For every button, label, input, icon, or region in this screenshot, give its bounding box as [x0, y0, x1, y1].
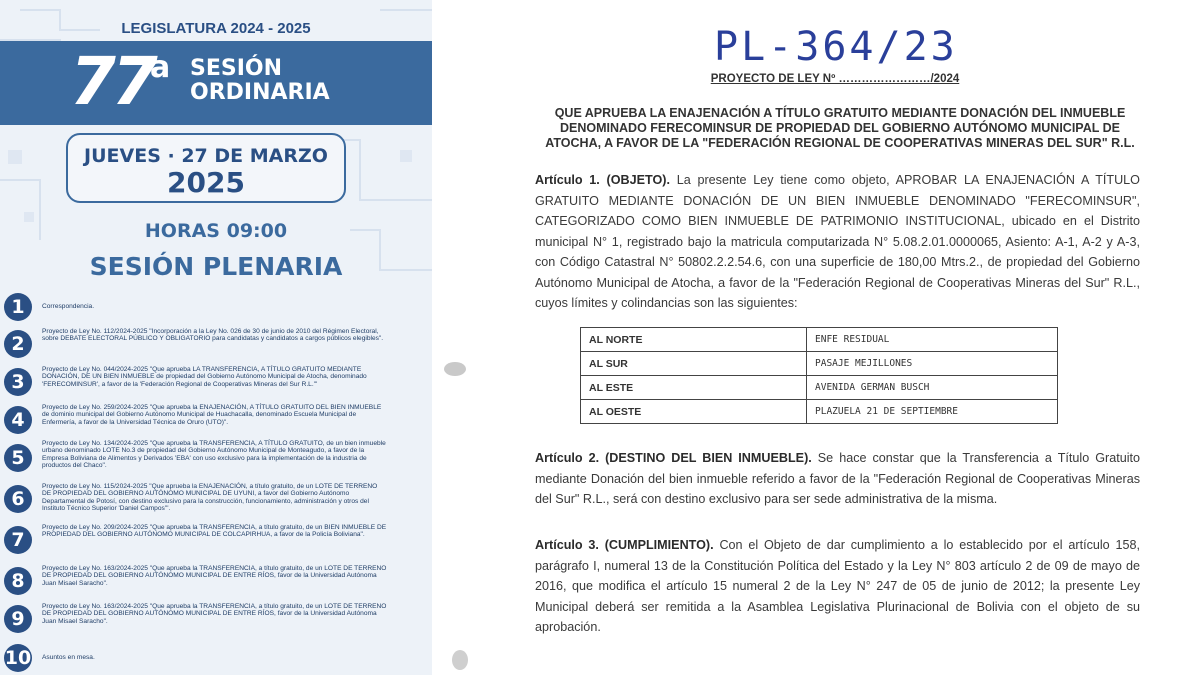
table-row — [581, 400, 1058, 424]
session-hours: HORAS 09:00 — [144, 220, 288, 242]
item-number-badge: 1 — [4, 293, 32, 321]
boundaries-table — [580, 327, 1058, 424]
item-text: Correspondencia. — [42, 303, 95, 310]
item-text: Proyecto de Ley No. 134/2024-2025 "Que aprueba la TRANSFERENCIA, A TÍTULO GRATUITO, de un bien inmueble urbano denominado LOTE No.3 de propiedad del Gobierno Autónomo Municipal de Monteagudo, a favor de la Empresa Boliviana de Alimentos y Derivados 'EBA' con uso exclusivo para la implementación de la industria de productos del Chaco". — [42, 440, 386, 470]
agenda-item — [0, 440, 432, 478]
article-1 — [535, 170, 1140, 314]
item-number-badge: 9 — [4, 605, 32, 633]
item-text: Proyecto de Ley No. 044/2024-2025 "Que aprueba LA TRANSFERENCIA, A TÍTULO GRATUITO MEDIANTE DONACIÓN, DE UN BIEN INMUEBLE de propiedad del Gobierno Autónomo Municipal de Atocha, denominado 'FERECOMINSUR', a favor de la 'Federación Regional de Cooperativas Mineras del Sur R.L.'" — [42, 366, 367, 388]
table-row — [581, 352, 1058, 376]
item-number-badge: 5 — [4, 444, 32, 472]
article-2-body: Se hace constar que la Transferencia a Título Gratuito mediante Donación del bien inmueble referido a favor de la "Federación Regional de Cooperativas Mineras del Sur" R.L., será con destino exclusivo para ser sede administrativa de la misma. — [535, 451, 1140, 506]
agenda-item — [0, 565, 432, 603]
agenda-item — [0, 366, 432, 404]
item-number-badge: 8 — [4, 567, 32, 595]
article-1-heading: Artículo 1. (OBJETO). — [535, 173, 670, 187]
item-number-badge: 3 — [4, 368, 32, 396]
document-stamp: PL-364/23 — [714, 24, 958, 70]
boundary-value: ENFE RESIDUAL — [807, 328, 1058, 352]
boundary-side: AL ESTE — [581, 376, 807, 400]
item-text: Proyecto de Ley No. 163/2024-2025 "Que aprueba la TRANSFERENCIA, a título gratuito, de un LOTE DE TERRENO DE PROPIEDAD DEL GOBIERNO AUTÓNOMO MUNICIPAL DE ENTRE RÍOS, favor de la Universidad Autónoma Juan Misael Saracho". — [42, 565, 387, 587]
article-3-body: Con el Objeto de dar cumplimiento a lo establecido por el artículo 158, parágrafo I, numeral 13 de la Constitución Política del Estado y la Ley N° 803 artículo 2 de 09 de mayo de 2016, que modifica el artículo 15 numeral 2 de la Ley N° 247 de 05 de junio de 2012; la presente Ley Municipal deberá ser remitida a la Asamblea Legislativa Plurinacional de Bolivia con el objeto de su aprobación. — [535, 538, 1140, 634]
boundary-value: AVENIDA GERMAN BUSCH — [807, 376, 1058, 400]
session-ordinal-suffix: a — [150, 50, 171, 85]
session-day-date: JUEVES · 27 DE MARZO — [84, 145, 328, 167]
item-number-badge: 10 — [4, 644, 32, 672]
boundary-value: PLAZUELA 21 DE SEPTIEMBRE — [807, 400, 1058, 424]
item-number-badge: 6 — [4, 485, 32, 513]
article-2 — [535, 448, 1140, 510]
bill-title: QUE APRUEBA LA ENAJENACIÓN A TÍTULO GRATUITO MEDIANTE DONACIÓN DEL INMUEBLE DENOMINADO FERECOMINSUR DE PROPIEDAD DEL GOBIERNO AUTÓNOMO MUNICIPAL DE ATOCHA, A FAVOR DE LA "FEDERACIÓN REGIONAL DE COOPERATIVAS MINERAS DEL SUR" R.L. — [545, 106, 1135, 150]
session-kind: SESIÓN PLENARIA — [89, 252, 343, 281]
agenda-item — [0, 603, 432, 641]
boundary-value: PASAJE MEJILLONES — [807, 352, 1058, 376]
session-agenda-panel — [0, 0, 432, 675]
agenda-item — [0, 293, 432, 331]
session-year: 2025 — [167, 166, 245, 199]
item-text: Proyecto de Ley No. 115/2024-2025 "Que aprueba la ENAJENACIÓN, a título gratuito, de un LOTE DE TERRENO DE PROPIEDAD DEL GOBIERNO AUTÓNOMO MUNICIPAL DE UYUNI, a favor del Gobierno Autónomo Departamental de Potosí, con destino exclusivo para la construcción, funcionamiento, administración y otros del Instituto Técnico Superior 'Daniel Campos'". — [42, 483, 378, 513]
item-text: Proyecto de Ley No. 259/2024-2025 "Que aprueba la ENAJENACIÓN, A TÍTULO GRATUITO DEL BIEN INMUEBLE de dominio municipal del Gobierno Autónomo Municipal de Huachacalla, denominado Escuela Municipal de Enfermería, a favor de la Universidad Técnica de Oruro (UTO)". — [42, 404, 382, 426]
article-3-heading: Artículo 3. (CUMPLIMIENTO). — [535, 538, 714, 552]
article-2-heading: Artículo 2. (DESTINO DEL BIEN INMUEBLE). — [535, 451, 812, 465]
boundary-side: AL OESTE — [581, 400, 807, 424]
article-3 — [535, 535, 1140, 638]
item-number-badge: 7 — [4, 526, 32, 554]
table-row — [581, 376, 1058, 400]
item-text: Proyecto de Ley No. 112/2024-2025 "Incorporación a la Ley No. 026 de 30 de junio de 2010 del Régimen Electoral, sobre DEBATE ELECTORAL PÚBLICO Y OBLIGATORIO para candidatas y candidatos a cargos públicos elegibles". — [42, 328, 384, 343]
agenda-item — [0, 524, 432, 562]
item-number-badge: 2 — [4, 330, 32, 358]
boundary-side: AL SUR — [581, 352, 807, 376]
agenda-item — [0, 642, 432, 675]
agenda-item — [0, 328, 432, 366]
article-1-body: La presente Ley tiene como objeto, APROBAR LA ENAJENACIÓN A TÍTULO GRATUITO MEDIANTE DONACIÓN DE UN BIEN INMUEBLE DENOMINADO "FERECOMINSUR", CATEGORIZADO COMO BIEN INMUEBLE DE PATRIMONIO INSTITUCIONAL, ubicado en el Distrito municipal N° 1, registrado bajo la matricula computarizada N° 5.08.2.01.0000065, Asiento: A-1, A-2 y A-3, con Código Catastral N° 50802.2.2.54.6, con una superficie de 180,00 Mtrs.2., de propiedad del Gobierno Autónomo Municipal de Atocha, a favor de la "Federación Regional de Cooperativas Mineras del Sur" R.L., cuyos límites y colindancias son las siguientes: — [535, 173, 1140, 310]
bill-number: PROYECTO DE LEY Nº ……………………/2024 — [710, 73, 960, 85]
binder-clip-icon — [444, 362, 466, 376]
binder-clip-icon — [452, 650, 468, 670]
item-number-badge: 4 — [4, 406, 32, 434]
item-text: Proyecto de Ley No. 209/2024-2025 "Que aprueba la TRANSFERENCIA, a título gratuito, de un BIEN INMUEBLE DE PROPIEDAD DEL GOBIERNO AUTÓNOMO MUNICIPAL DE COLCAPIRHUA, a favor de la Policía Boliviana". — [42, 524, 387, 539]
session-type-line2: ORDINARIA — [190, 80, 330, 105]
agenda-item — [0, 483, 432, 521]
legislature-title: LEGISLATURA 2024 - 2025 — [121, 20, 311, 37]
panel-gap — [432, 0, 510, 675]
item-text: Proyecto de Ley No. 163/2024-2025 "Que aprueba la TRANSFERENCIA, a título gratuito, de un LOTE DE TERRENO DE PROPIEDAD DEL GOBIERNO AUTÓNOMO MUNICIPAL DE ENTRE RÍOS, favor de la Universidad Autónoma Juan Misael Saracho". — [42, 603, 387, 625]
agenda-item — [0, 404, 432, 442]
session-type-line1: SESIÓN — [190, 56, 283, 81]
table-row — [581, 328, 1058, 352]
boundary-side: AL NORTE — [581, 328, 807, 352]
item-text: Asuntos en mesa. — [42, 654, 95, 661]
session-number: 77 — [70, 43, 154, 120]
